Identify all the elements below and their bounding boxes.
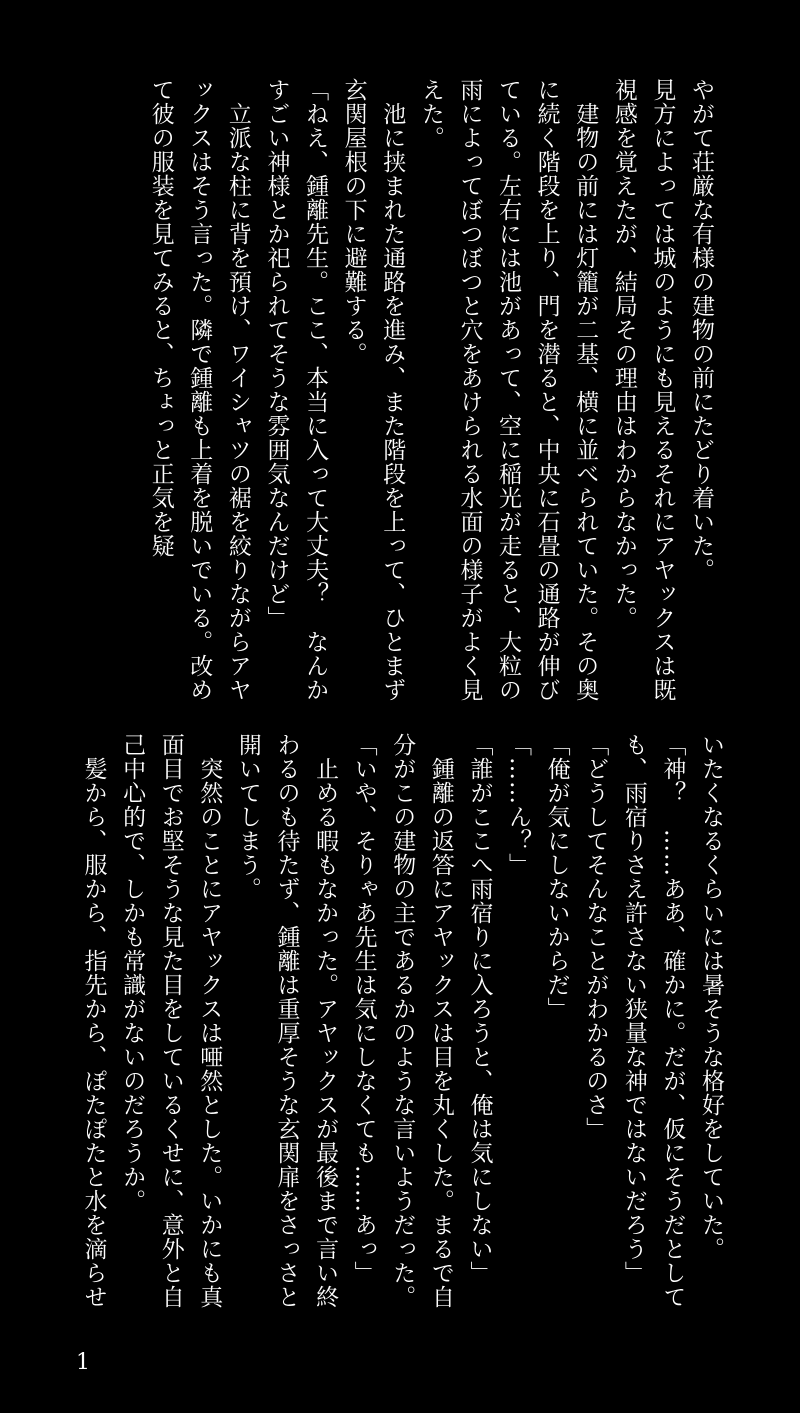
paragraph: 髪から、服から、指先から、ぽたぽたと水を滴らせ xyxy=(80,733,107,1309)
paragraph: 止める暇もなかった。アヤックスが最後まで言い終わるのも待たず、鍾離は重厚そうな玄関扉をさっさと開いてしまう。 xyxy=(234,733,339,1309)
paragraph: 池に挟まれた通路を進み、また階段を上って、ひとまず玄関屋根の下に避難する。 xyxy=(340,78,406,702)
paragraph: 「俺が気にしないからだ」 xyxy=(543,733,570,1021)
paragraph: 「……ん？」 xyxy=(505,733,532,877)
paragraph: 「神？ ……ああ、確かに。だが、仮にそうだとしても、雨宿りさえ許さない狭量な神ではないだろう」 xyxy=(620,733,686,1309)
text-section-upper xyxy=(141,78,720,708)
paragraph: いたくなるくらいには暑そうな格好をしていた。 xyxy=(698,733,724,1261)
paragraph: 鍾離の返答にアヤックスは目を丸くした。まるで自分がこの建物の主であるかのような言いようだった。 xyxy=(389,733,454,1309)
paragraph: 立派な柱に背を預け、ワイシャツの裾を絞りながらアヤックスはそう言った。隣で鍾離も上着を脱いでいる。改めて彼の服装を見てみると、ちょっと正気を疑 xyxy=(147,78,251,702)
paragraph: 「いや、そりゃあ先生は気にしなくても……あっ」 xyxy=(350,733,377,1285)
paragraph: 「どうしてそんなことがわかるのさ」 xyxy=(582,733,609,1141)
paragraph: やがて荘厳な有様の建物の前にたどり着いた。 見方によっては城のようにも見えるそれにアヤックスは既視感を覚えたが、結局その理由はわからなかった。 xyxy=(610,78,714,702)
paragraph: 突然のことにアヤックスは唖然とした。いかにも真面目でお堅そうな見た目をしているくせに、意外と自己中心的で、しかも常識がないのだろうか。 xyxy=(119,733,223,1309)
paragraph: 「ねえ、鍾離先生。ここ、本当に入って大丈夫？ なんかすごい神様とか祀られてそうな雰囲気なんだけど」 xyxy=(263,78,329,702)
paragraph: 建物の前には灯籠が二基、横に並べられていた。その奥に続く階段を上り、門を潜ると、中央に石畳の通路が伸びている。左右には池があって、空に稲光が走ると、大粒の雨によってぼつぼつと穴をあけられる水面の様子がよく見えた。 xyxy=(417,78,599,702)
paragraph: 「誰がここへ雨宿りに入ろうと、俺は気にしない」 xyxy=(466,733,493,1285)
page-number: 1 xyxy=(76,1350,90,1375)
text-section-lower xyxy=(74,733,730,1313)
